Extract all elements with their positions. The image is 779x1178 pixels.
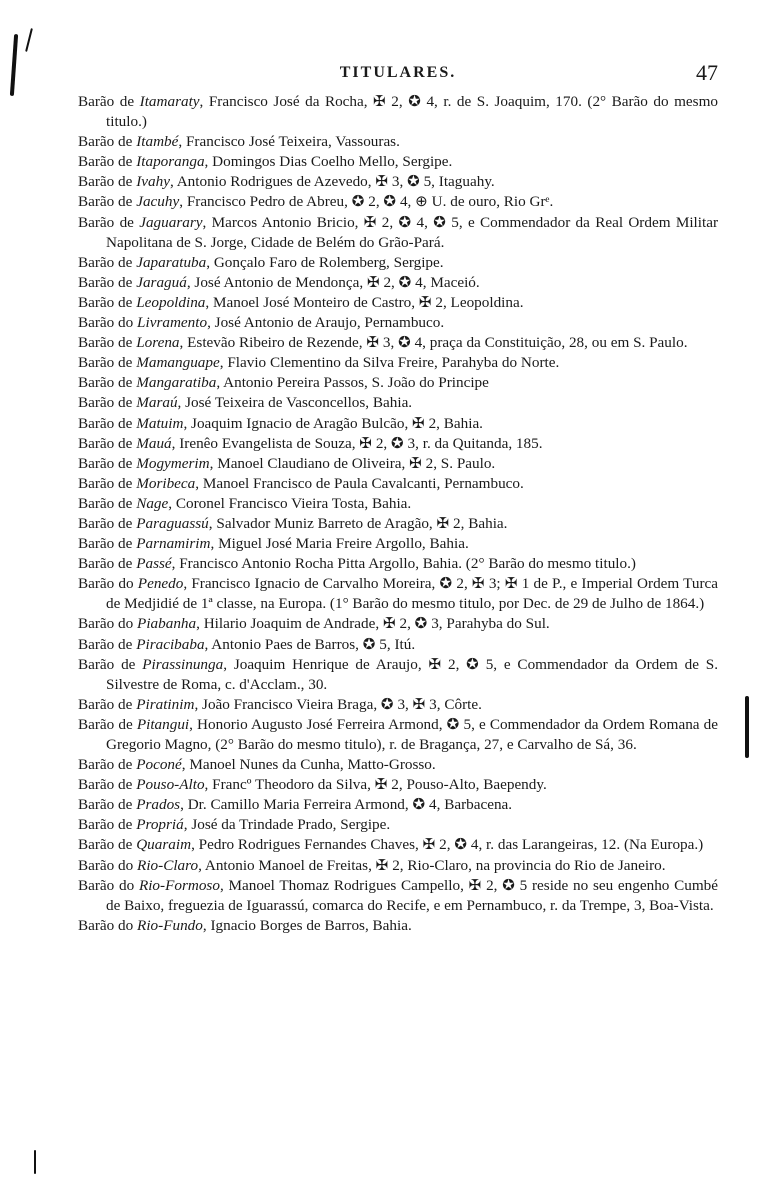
entry-title: Jacuhy: [136, 193, 180, 211]
entry-details: , José Teixeira de Vasconcellos, Bahia.: [177, 394, 413, 412]
title-entry: [78, 172, 718, 192]
entry-title: Rio-Fundo: [137, 916, 203, 934]
entry-rank: Barão de: [78, 354, 137, 372]
entry-rank: Barão de: [78, 454, 137, 472]
title-entry: [78, 253, 718, 273]
title-entry: [78, 152, 718, 172]
entry-details: , Antonio Rodrigues de Azevedo, ✠ 3, ✪ 5, Itaguahy.: [169, 173, 495, 191]
title-entry: [78, 373, 718, 393]
title-entry: [78, 534, 718, 554]
title-entry: [78, 92, 718, 132]
title-entry: [78, 313, 718, 333]
entry-rank: Barão de: [78, 715, 137, 733]
entry-title: Quaraim: [136, 836, 192, 854]
title-entry: [78, 393, 718, 413]
entry-rank: Barão de: [78, 796, 137, 814]
entry-details: , Irenêo Evangelista de Souza, ✠ 2, ✪ 3, r. da Quitanda, 185.: [171, 434, 543, 452]
entry-details: , Manoel Nunes da Cunha, Matto-Grosso.: [181, 756, 436, 774]
title-entry: [78, 213, 718, 253]
entry-details: , Antonio Pereira Passos, S. João do Principe: [216, 374, 489, 392]
entry-rank: Barão de: [78, 193, 137, 211]
entry-title: Maraú: [136, 394, 178, 412]
entry-title: Jaraguá: [136, 273, 187, 291]
title-entry: [78, 614, 718, 634]
entry-details: , Manoel Thomaz Rodrigues Campello, ✠ 2, ✪ 5 reside no seu engenho Cumbé de Baixo, freguezia de Iguarassú, comarca do Recife, e em Pernambuco, r. da Trempe, 3, Boa-Vista.: [106, 876, 718, 914]
entry-title: Leopoldina: [136, 293, 206, 311]
entry-details: , Antonio Paes de Barros, ✪ 5, Itú.: [204, 635, 416, 653]
entry-details: , Estevão Ribeiro de Rezende, ✠ 3, ✪ 4, praça da Constituição, 28, ou em S. Paulo.: [179, 334, 688, 352]
title-entry: [78, 775, 718, 795]
title-entry: [78, 474, 718, 494]
entry-rank: Barão de: [78, 635, 137, 653]
title-entry: [78, 192, 718, 212]
title-entry: [78, 434, 718, 454]
entry-title: Rio-Claro: [137, 856, 199, 874]
entry-title: Mamanguape: [136, 354, 220, 372]
entry-rank: Barão do: [78, 856, 138, 874]
title-entry: [78, 876, 718, 916]
entry-rank: Barão do: [78, 575, 138, 593]
entry-details: , Honorio Augusto José Ferreira Armond, ✪ 5, e Commendador da Ordem Romana de Gregorio Magno, (2° Barão do mesmo titulo), r. de Bragança, 27, e Carvalho de Sá, 36.: [106, 715, 718, 753]
entry-title: Parnamirim: [136, 535, 211, 553]
entry-details: , Manoel Francisco de Paula Cavalcanti, Pernambuco.: [195, 474, 524, 492]
title-entry: [78, 635, 718, 655]
entry-details: , Francisco José da Rocha, ✠ 2, ✪ 4, r. de S. Joaquim, 170. (2° Barão do mesmo titulo.): [106, 93, 718, 131]
entry-rank: Barão de: [78, 414, 137, 432]
title-entry: [78, 353, 718, 373]
title-entry: [78, 695, 718, 715]
left-margin-tick: [25, 28, 33, 52]
title-entry: [78, 795, 718, 815]
entry-rank: Barão de: [78, 253, 137, 271]
title-entry: [78, 514, 718, 534]
entry-rank: Barão de: [78, 293, 137, 311]
entry-rank: Barão de: [78, 535, 137, 553]
entry-title: Moribeca: [136, 474, 196, 492]
entry-title: Pouso-Alto: [136, 776, 205, 794]
entry-title: Lorena: [136, 334, 180, 352]
entry-rank: Barão de: [78, 133, 137, 151]
entry-rank: Barão de: [78, 93, 140, 110]
entry-details: , José Antonio de Mendonça, ✠ 2, ✪ 4, Maceió.: [186, 273, 480, 291]
entry-title: Itambé: [136, 133, 179, 151]
entry-title: Piratinim: [136, 695, 195, 713]
entry-details: , Marcos Antonio Bricio, ✠ 2, ✪ 4, ✪ 5, e Commendador da Real Ordem Militar Napolitana de S. Jorge, Cidade de Belém do Grão-Pará.: [106, 213, 718, 251]
entry-title: Poconé: [136, 756, 182, 774]
entry-title: Ivahy: [136, 173, 170, 191]
left-margin-mark: [10, 34, 18, 96]
title-entry: [78, 414, 718, 434]
title-entry: [78, 454, 718, 474]
title-entry: [78, 755, 718, 775]
entry-rank: Barão de: [78, 213, 140, 231]
page-header: [78, 60, 718, 90]
entry-details: , Manoel José Monteiro de Castro, ✠ 2, Leopoldina.: [205, 293, 524, 311]
entry-details: , Joaquim Henrique de Araujo, ✠ 2, ✪ 5, e Commendador da Ordem de S. Silvestre de Roma, c. d'Acclam., 30.: [106, 655, 718, 693]
title-entry: [78, 132, 718, 152]
entry-rank: Barão de: [78, 153, 137, 171]
entry-title: Piracibaba: [136, 635, 205, 653]
entry-title: Mauá: [136, 434, 172, 452]
entry-rank: Barão de: [78, 776, 137, 794]
entry-rank: Barão do: [78, 615, 138, 633]
title-entry: [78, 554, 718, 574]
entry-details: , José da Trindade Prado, Sergipe.: [183, 816, 391, 834]
entry-title: Itamaraty: [139, 93, 200, 110]
title-entry: [78, 835, 718, 855]
title-entry: [78, 293, 718, 313]
entry-title: Paraguassú: [136, 514, 209, 532]
entry-details: , Antonio Manoel de Freitas, ✠ 2, Rio-Claro, na provincia do Rio de Janeiro.: [198, 856, 666, 874]
title-entry: [78, 815, 718, 835]
entry-title: Prados: [136, 796, 181, 814]
entry-title: Rio-Formoso: [138, 876, 220, 894]
entry-title: Itaporanga: [136, 153, 205, 171]
title-entry: [78, 333, 718, 353]
title-entry: [78, 494, 718, 514]
entry-details: , Flavio Clementino da Silva Freire, Parahyba do Norte.: [219, 354, 560, 372]
entry-details: , Salvador Muniz Barreto de Aragão, ✠ 2, Bahia.: [208, 514, 508, 532]
entry-rank: Barão de: [78, 334, 137, 352]
title-entry: [78, 574, 718, 614]
entry-rank: Barão de: [78, 434, 137, 452]
entry-details: , Pedro Rodrigues Fernandes Chaves, ✠ 2, ✪ 4, r. das Larangeiras, 12. (Na Europa.): [191, 836, 704, 854]
entry-rank: Barão do: [78, 314, 138, 332]
entry-rank: Barão de: [78, 836, 137, 854]
entry-details: , Joaquim Ignacio de Aragão Bulcão, ✠ 2, Bahia.: [183, 414, 483, 432]
entry-details: , Francisco Ignacio de Carvalho Moreira, ✪ 2, ✠ 3; ✠ 1 de P., e Imperial Ordem Turca de Medjidié de 1ª classe, na Europa. (1° Barão do mesmo titulo, por Dec. de 29 de Julho de 1864.): [106, 575, 718, 613]
entry-details: , Francisco José Teixeira, Vassouras.: [178, 133, 400, 151]
entry-rank: Barão do: [78, 916, 138, 934]
running-title: TITULARES.: [339, 64, 457, 81]
entry-details: , Gonçalo Faro de Rolemberg, Sergipe.: [206, 253, 444, 271]
entry-rank: Barão de: [78, 695, 137, 713]
entry-details: , José Antonio de Araujo, Pernambuco.: [207, 314, 445, 332]
entry-details: , Domingos Dias Coelho Mello, Sergipe.: [204, 153, 453, 171]
bottom-left-mark: [34, 1150, 36, 1174]
entry-title: Penedo: [137, 575, 184, 593]
entry-rank: Barão de: [78, 494, 137, 512]
entry-details: , Ignacio Borges de Barros, Bahia.: [202, 916, 412, 934]
entry-details: , Hilario Joaquim de Andrade, ✠ 2, ✪ 3, Parahyba do Sul.: [196, 615, 550, 633]
entry-rank: Barão de: [78, 816, 137, 834]
entry-title: Passé: [136, 555, 172, 573]
entry-title: Nage: [136, 494, 169, 512]
title-entry: [78, 655, 718, 695]
entry-details: , Coronel Francisco Vieira Tosta, Bahia.: [168, 494, 412, 512]
entry-rank: Barão de: [78, 394, 137, 412]
entry-details: , Francisco Pedro de Abreu, ✪ 2, ✪ 4, ⊕ U. de ouro, Rio Grᵉ.: [179, 193, 554, 211]
entry-title: Japaratuba: [136, 253, 207, 271]
entry-rank: Barão de: [78, 474, 137, 492]
title-entry: [78, 273, 718, 293]
entry-details: , Francº Theodoro da Silva, ✠ 2, Pouso-Alto, Baependy.: [204, 776, 547, 794]
title-entry: [78, 715, 718, 755]
entry-details: , Francisco Antonio Rocha Pitta Argollo, Bahia. (2° Barão do mesmo titulo.): [171, 555, 636, 573]
entry-title: Pitangui: [136, 715, 190, 733]
entry-title: Mogymerim: [136, 454, 210, 472]
entry-rank: Barão de: [78, 655, 143, 673]
entry-title: Matuim: [136, 414, 184, 432]
entry-rank: Barão de: [78, 273, 137, 291]
entry-details: , João Francisco Vieira Braga, ✪ 3, ✠ 3, Côrte.: [194, 695, 482, 713]
entry-details: , Dr. Camillo Maria Ferreira Armond, ✪ 4, Barbacena.: [180, 796, 513, 814]
entry-rank: Barão de: [78, 374, 137, 392]
title-entry: [78, 856, 718, 876]
entry-title: Jaguarary: [139, 213, 203, 231]
entry-title: Mangaratiba: [136, 374, 217, 392]
entry-rank: Barão de: [78, 555, 137, 573]
entry-details: , Manoel Claudiano de Oliveira, ✠ 2, S. Paulo.: [209, 454, 496, 472]
entry-title: Pirassinunga: [142, 655, 224, 673]
entry-title: Piabanha: [137, 615, 197, 633]
titles-list: [78, 92, 718, 936]
entry-rank: Barão do: [78, 876, 139, 894]
entry-rank: Barão de: [78, 756, 137, 774]
title-entry: [78, 916, 718, 936]
entry-details: , Miguel José Maria Freire Argollo, Bahia.: [210, 535, 469, 553]
entry-title: Propriá: [136, 816, 184, 834]
page-number: 47: [696, 60, 718, 85]
right-margin-mark: [745, 696, 749, 758]
entry-rank: Barão de: [78, 173, 137, 191]
entry-title: Livramento: [137, 314, 208, 332]
entry-rank: Barão de: [78, 514, 137, 532]
